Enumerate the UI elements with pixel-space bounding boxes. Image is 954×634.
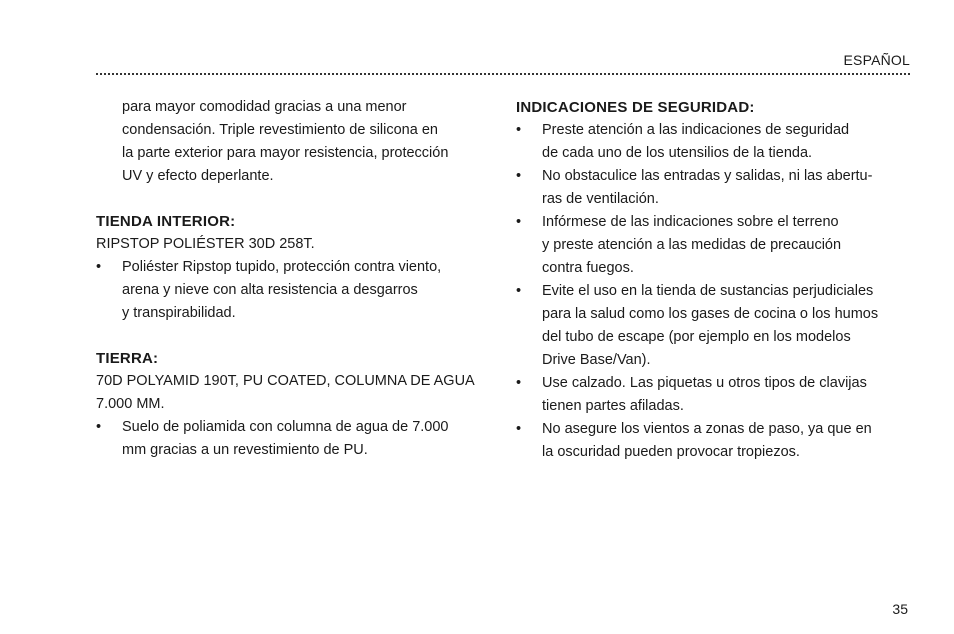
text-line: No obstaculice las entradas y salidas, ni las abertu- xyxy=(542,168,873,184)
text-line: No asegure los vientos a zonas de paso, ya que en xyxy=(542,421,872,437)
spec-line: 7.000 MM. xyxy=(96,396,165,412)
text-line: y transpirabilidad. xyxy=(122,305,236,321)
text-line: la oscuridad pueden provocar tropiezos. xyxy=(542,444,800,460)
text-line: tienen partes afiladas. xyxy=(542,398,684,414)
continuation-paragraph xyxy=(96,96,492,188)
text-line: Use calzado. Las piquetas u otros tipos de clavijas xyxy=(542,375,867,391)
header-language: ESPAÑOL xyxy=(843,52,910,68)
ground-section xyxy=(96,347,492,462)
text-line: y preste atención a las medidas de precaución xyxy=(542,237,842,253)
right-column xyxy=(516,96,912,464)
list-item xyxy=(516,211,912,280)
list-item xyxy=(516,165,912,211)
bullet-glyph: • xyxy=(516,421,522,437)
text-line: para mayor comodidad gracias a una menor xyxy=(122,99,407,115)
bullet-glyph: • xyxy=(516,122,522,138)
spec-line: 70D POLYAMID 190T, PU COATED, COLUMNA DE AGUA xyxy=(96,373,475,389)
text-line: Suelo de poliamida con columna de agua de 7.000 xyxy=(122,419,449,435)
list-item xyxy=(516,280,912,372)
text-line: mm gracias a un revestimiento de PU. xyxy=(122,442,368,458)
section-heading: TIERRA: xyxy=(96,350,159,367)
section-heading: INDICACIONES DE SEGURIDAD: xyxy=(516,99,755,116)
bullet-list xyxy=(96,416,492,462)
text-line: del tubo de escape (por ejemplo en los modelos xyxy=(542,329,851,345)
text-line: ras de ventilación. xyxy=(542,191,659,207)
list-item xyxy=(516,119,912,165)
list-item xyxy=(96,256,492,325)
text-line: para la salud como los gases de cocina o los humos xyxy=(542,306,879,322)
bullet-list xyxy=(516,119,912,464)
section-heading: TIENDA INTERIOR: xyxy=(96,213,236,230)
bullet-glyph: • xyxy=(516,283,522,299)
inner-tent-section xyxy=(96,210,492,325)
dotted-divider xyxy=(96,73,910,75)
bullet-glyph: • xyxy=(96,419,102,435)
list-item xyxy=(516,372,912,418)
text-line: Drive Base/Van). xyxy=(542,352,651,368)
text-line: Poliéster Ripstop tupido, protección contra viento, xyxy=(122,259,442,275)
text-line: condensación. Triple revestimiento de silicona en xyxy=(122,122,438,138)
list-item xyxy=(96,416,492,462)
text-line: UV y efecto deperlante. xyxy=(122,168,274,184)
spec-line: RIPSTOP POLIÉSTER 30D 258T. xyxy=(96,236,315,252)
text-line: contra fuegos. xyxy=(542,260,634,276)
bullet-list xyxy=(96,256,492,325)
bullet-glyph: • xyxy=(516,168,522,184)
left-column xyxy=(96,96,492,462)
text-line: arena y nieve con alta resistencia a desgarros xyxy=(122,282,418,298)
bullet-glyph: • xyxy=(516,214,522,230)
bullet-glyph: • xyxy=(516,375,522,391)
text-line: Evite el uso en la tienda de sustancias perjudiciales xyxy=(542,283,874,299)
text-line: la parte exterior para mayor resistencia, protección xyxy=(122,145,449,161)
list-item xyxy=(516,418,912,464)
safety-section xyxy=(516,96,912,464)
page-number: 35 xyxy=(892,601,908,617)
text-line: Preste atención a las indicaciones de seguridad xyxy=(542,122,850,138)
text-line: de cada uno de los utensilios de la tienda. xyxy=(542,145,813,161)
bullet-glyph: • xyxy=(96,259,102,275)
text-line: Infórmese de las indicaciones sobre el terreno xyxy=(542,214,839,230)
